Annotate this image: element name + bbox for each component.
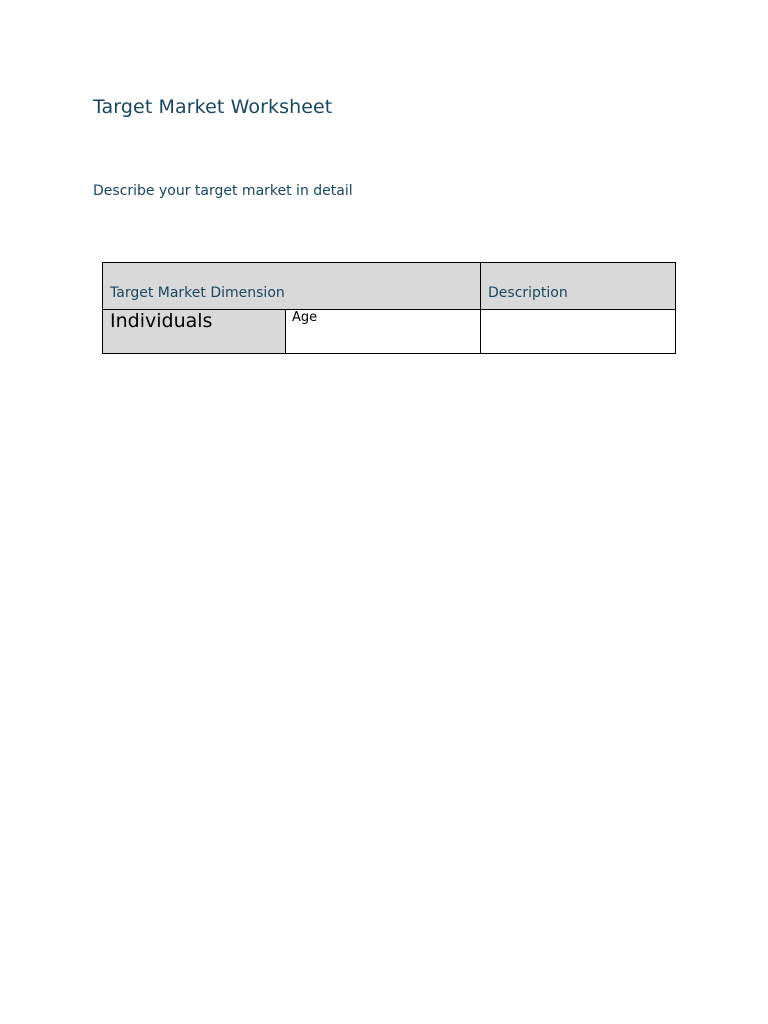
- table-header-row: [103, 263, 676, 310]
- target-market-table: [102, 262, 676, 354]
- table-row: [103, 310, 676, 354]
- row-group-label: Individuals: [110, 310, 213, 332]
- page-title: Target Market Worksheet: [93, 96, 333, 118]
- header-description-label: Description: [488, 285, 568, 301]
- header-dimension-label: Target Market Dimension: [110, 285, 285, 301]
- header-description-cell: [481, 263, 676, 310]
- page-subtitle: Describe your target market in detail: [93, 183, 353, 199]
- row-dimension-label: Age: [292, 310, 318, 325]
- row-description-cell[interactable]: [481, 310, 676, 354]
- row-group-cell: [103, 310, 286, 354]
- row-dimension-cell[interactable]: [286, 310, 481, 354]
- header-dimension-cell: [103, 263, 481, 310]
